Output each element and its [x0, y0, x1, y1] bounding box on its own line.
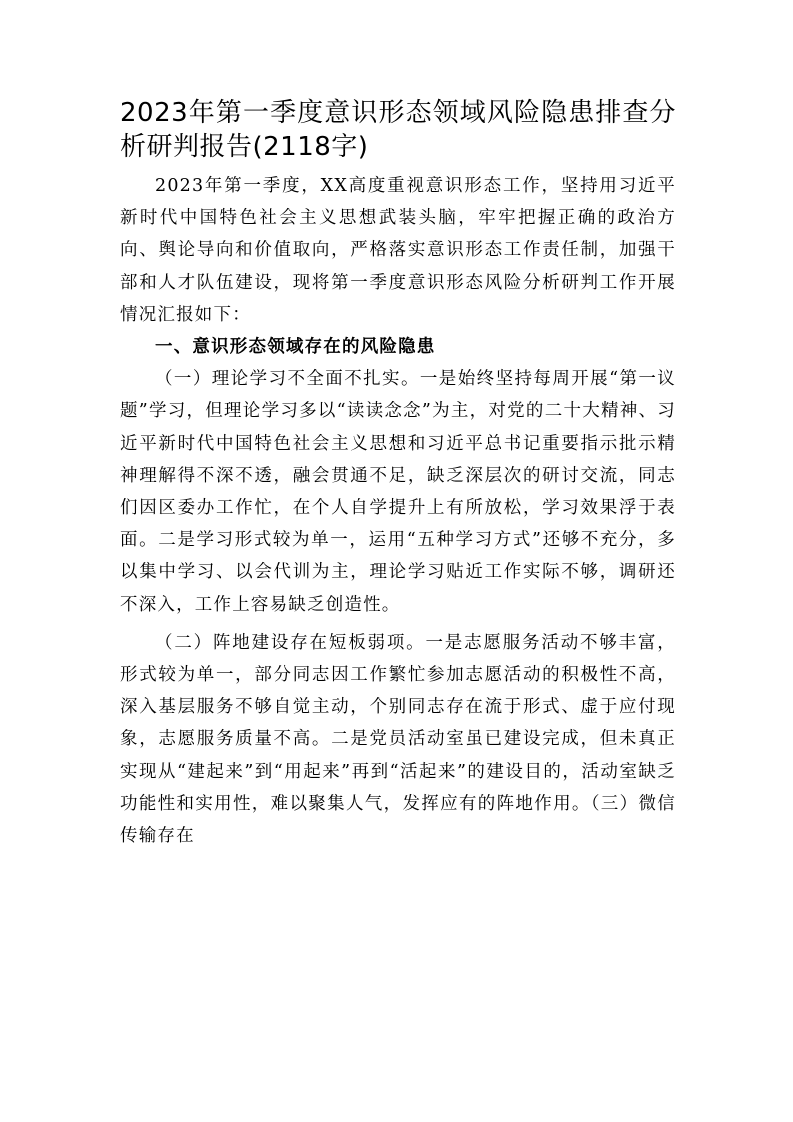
intro-paragraph: 2023年第一季度，XX高度重视意识形态工作，坚持用习近平新时代中国特色社会主义思想武装头脑，牢牢把握正确的政治方向、舆论导向和价值取向，严格落实意识形态工作责任制，加强干部和人才队伍建设，现将第一季度意识形态风险分析研判工作开展情况汇报如下： [120, 176, 676, 325]
paragraph-position-building: （二）阵地建设存在短板弱项。一是志愿服务活动不够丰富，形式较为单一，部分同志因工作繁忙参加志愿活动的积极性不高，深入基层服务不够自觉主动，个别同志存在流于形式、虚于应付现象，志愿服务质量不高。二是党员活动室虽已建设完成，但未真正实现从“建起来”到“用起来”再到“活起来”的建设目的，活动室缺乏功能性和实用性，难以聚集人气，发挥应有的阵地作用。（三）微信传输存在 [120, 632, 676, 847]
section-heading: 一、意识形态领域存在的风险隐患 [155, 337, 436, 358]
paragraph-theory-study: （一）理论学习不全面不扎实。一是始终坚持每周开展“第一议题”学习，但理论学习多以“读读念念”为主，对党的二十大精神、习近平新时代中国特色社会主义思想和习近平总书记重要指示批示精神理解得不深不透，融会贯通不足，缺乏深层次的研讨交流，同志们因区委办工作忙，在个人自学提升上有所放松，学习效果浮于表面。二是学习形式较为单一，运用“五种学习方式”还够不充分，多以集中学习、以会代训为主，理论学习贴近工作实际不够，调研还不深入，工作上容易缺乏创造性。 [120, 369, 676, 615]
document-title: 2023年第一季度意识形态领域风险隐患排查分析研判报告(2118字) [120, 98, 676, 162]
document-body [120, 96, 676, 852]
